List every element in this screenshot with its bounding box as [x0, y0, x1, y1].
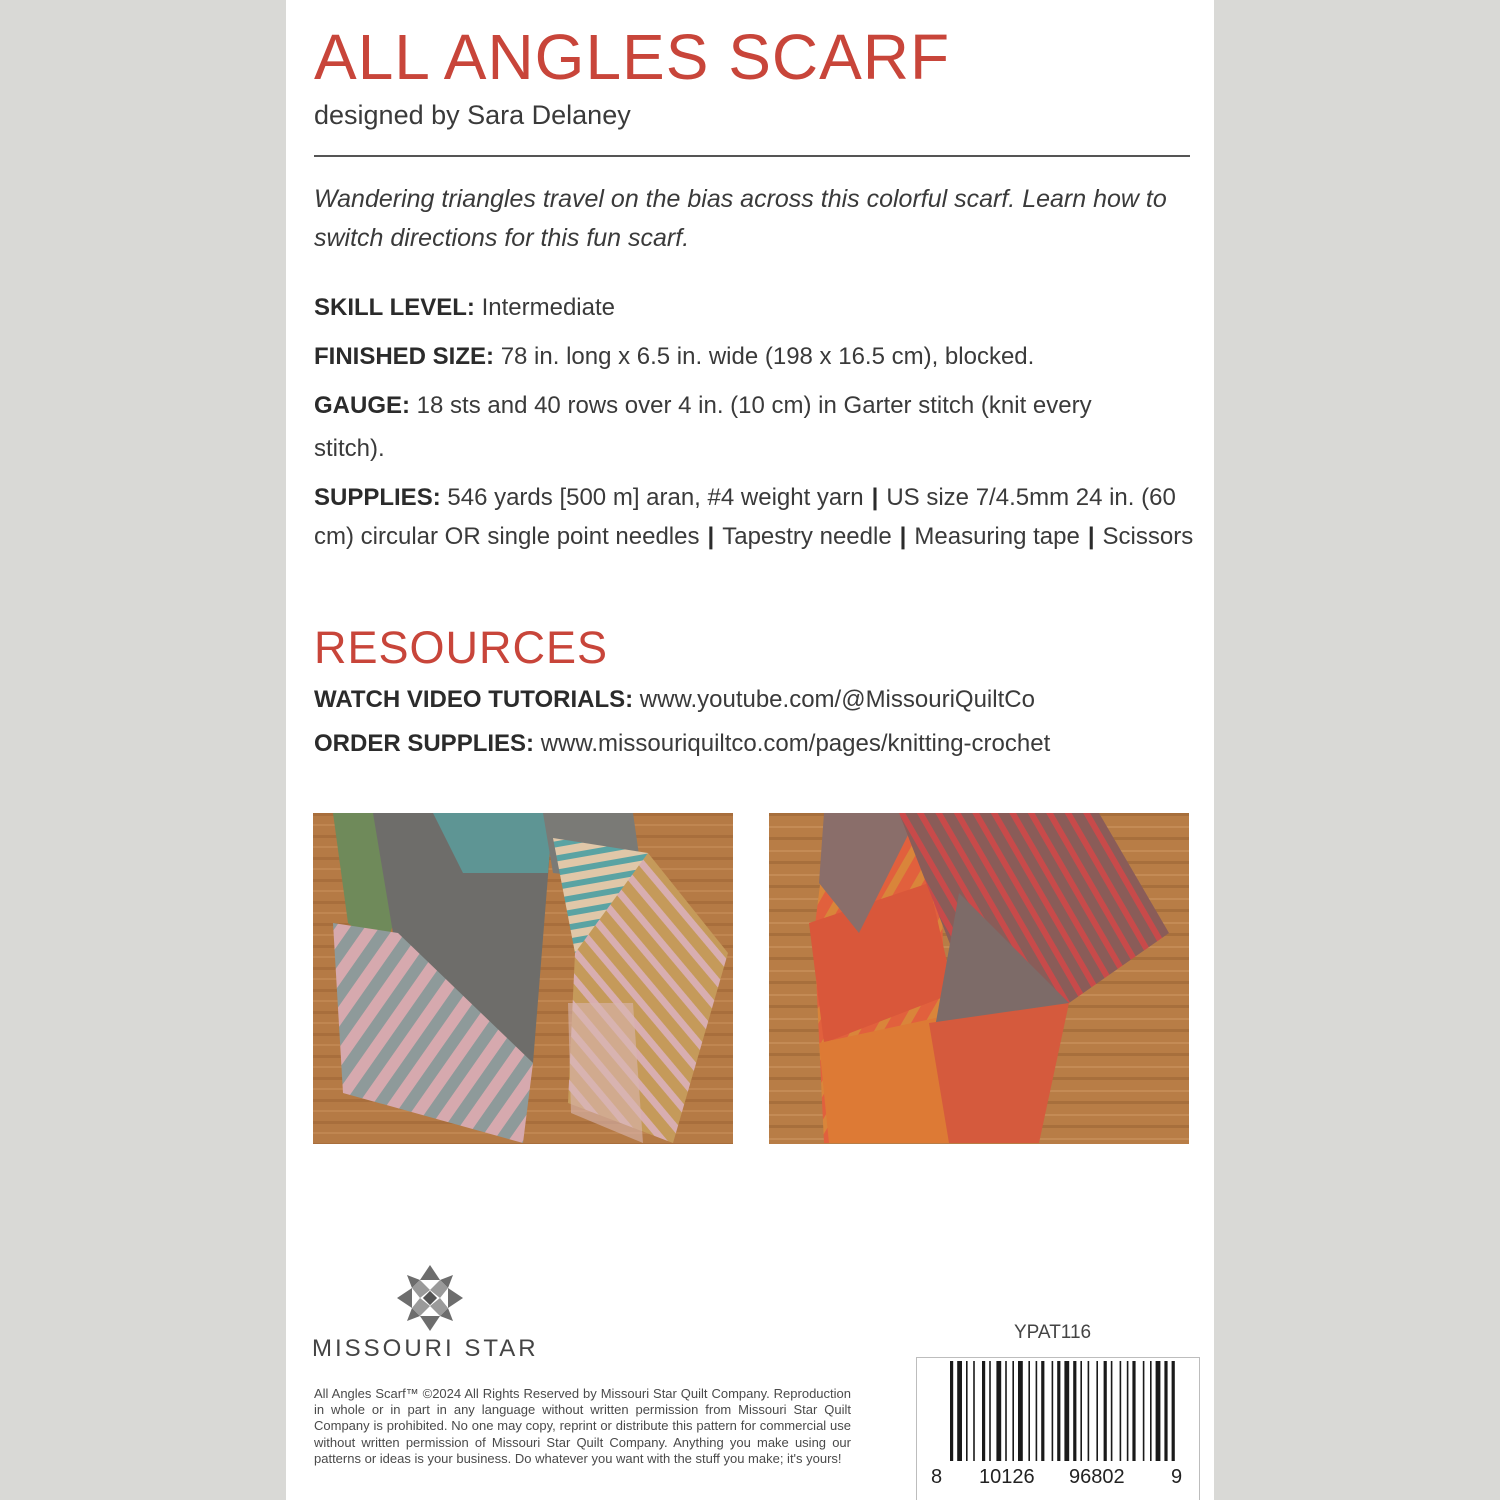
- barcode-bar: [1018, 1361, 1023, 1461]
- video-tutorials: [314, 686, 1035, 714]
- supply-item: Scissors: [1102, 522, 1194, 550]
- barcode-bar: [1127, 1361, 1129, 1461]
- order-supplies: [314, 730, 1050, 758]
- video-tutorials-link[interactable]: www.youtube.com/@MissouriQuiltCo: [639, 686, 1035, 713]
- barcode-bar: [1088, 1361, 1090, 1461]
- skill-level-label: SKILL LEVEL:: [314, 294, 475, 321]
- barcode-bar: [973, 1361, 975, 1461]
- brand-name: MISSOURI STAR: [312, 1335, 539, 1362]
- barcode-bar: [1005, 1361, 1007, 1461]
- barcode-digit-first: 8: [931, 1466, 943, 1488]
- finished-size-label: FINISHED SIZE:: [314, 343, 495, 370]
- barcode-bar: [1104, 1361, 1107, 1461]
- barcode-digits-left: 10126: [979, 1466, 1035, 1488]
- barcode-bar: [1036, 1361, 1038, 1461]
- supply-separator: |: [1087, 522, 1095, 550]
- barcode-bar: [1132, 1361, 1135, 1461]
- barcode-bar: [1111, 1361, 1113, 1461]
- barcode-bar: [1143, 1361, 1145, 1461]
- scarf-photo-pastel: [313, 813, 733, 1144]
- barcode: [916, 1357, 1200, 1500]
- barcode-bar: [1073, 1361, 1076, 1461]
- barcode-bar: [1080, 1361, 1082, 1461]
- supply-item: Measuring tape: [914, 522, 1080, 550]
- barcode-bar: [996, 1361, 1001, 1461]
- scarf-photo-orange: [769, 813, 1189, 1144]
- barcode-bar: [1052, 1361, 1054, 1461]
- legal-notice: All Angles Scarf™ ©2024 All Rights Reserved by Missouri Star Quilt Company. Reproduction in whole or in part in any language without written permission from Missouri Star Quilt Company is prohibited. No one may copy, reprint or distribute this pattern for commercial use without written permission of Missouri Star Quilt Company. Anything you make using our patterns or ideas is your business. Do whatever you want with the stuff you make; it's yours!: [314, 1386, 851, 1466]
- divider: [314, 155, 1190, 157]
- skill-level: [314, 286, 1194, 329]
- star-quilt-block-icon: [395, 1263, 465, 1333]
- barcode-bar: [1156, 1361, 1161, 1461]
- finished-size: [314, 335, 1194, 378]
- tagline: Wandering triangles travel on the bias across this colorful scarf. Learn how to switch directions for this fun scarf.: [314, 185, 1167, 252]
- barcode-bars: [917, 1358, 1199, 1470]
- supply-separator: |: [707, 522, 715, 550]
- barcode-bar: [1150, 1361, 1152, 1461]
- barcode-bar: [966, 1361, 968, 1461]
- finished-size-value: 78 in. long x 6.5 in. wide (198 x 16.5 cm), blocked.: [500, 343, 1035, 370]
- barcode-bar: [989, 1361, 991, 1461]
- barcode-bar: [1064, 1361, 1069, 1461]
- designer-credit: designed by Sara Delaney: [314, 100, 631, 130]
- gauge: [314, 384, 1144, 470]
- video-tutorials-label: WATCH VIDEO TUTORIALS:: [314, 686, 634, 713]
- missouri-star-logo: [312, 1263, 552, 1363]
- barcode-bar: [1120, 1361, 1122, 1461]
- barcode-bar: [1012, 1361, 1014, 1461]
- barcode-bar: [1096, 1361, 1098, 1461]
- barcode-bar: [1041, 1361, 1044, 1461]
- supply-separator: |: [871, 484, 879, 511]
- barcode-bar: [1057, 1361, 1060, 1461]
- barcode-bar: [1172, 1361, 1175, 1461]
- gauge-value: 18 sts and 40 rows over 4 in. (10 cm) in Garter stitch (knit every stitch).: [314, 392, 1092, 462]
- resources-heading: RESOURCES: [314, 622, 609, 673]
- page-title: ALL ANGLES SCARF: [314, 21, 951, 93]
- barcode-bar: [1028, 1361, 1030, 1461]
- supply-separator: |: [899, 522, 907, 550]
- barcode-bar: [957, 1361, 962, 1461]
- supply-item: US size 7/4.5mm 24 in. (60 cm) circular OR single point needles: [314, 484, 1176, 550]
- pattern-sheet: [286, 0, 1214, 1500]
- barcode-bar: [1164, 1361, 1167, 1461]
- supply-item: 546 yards [500 m] aran, #4 weight yarn: [447, 484, 864, 511]
- order-supplies-link[interactable]: www.missouriquiltco.com/pages/knitting-crochet: [540, 730, 1051, 757]
- barcode-digit-last: 9: [1171, 1466, 1183, 1488]
- barcode-bar: [982, 1361, 985, 1461]
- gauge-label: GAUGE:: [314, 392, 410, 419]
- supply-item: Tapestry needle: [722, 522, 892, 550]
- order-supplies-label: ORDER SUPPLIES:: [314, 730, 535, 757]
- barcode-digits-right: 96802: [1069, 1466, 1125, 1488]
- skill-level-value: Intermediate: [481, 294, 615, 321]
- supplies-label: SUPPLIES:: [314, 484, 441, 511]
- supplies: [314, 479, 1196, 556]
- barcode-bar: [950, 1361, 953, 1461]
- product-code: YPAT116: [1014, 1322, 1092, 1343]
